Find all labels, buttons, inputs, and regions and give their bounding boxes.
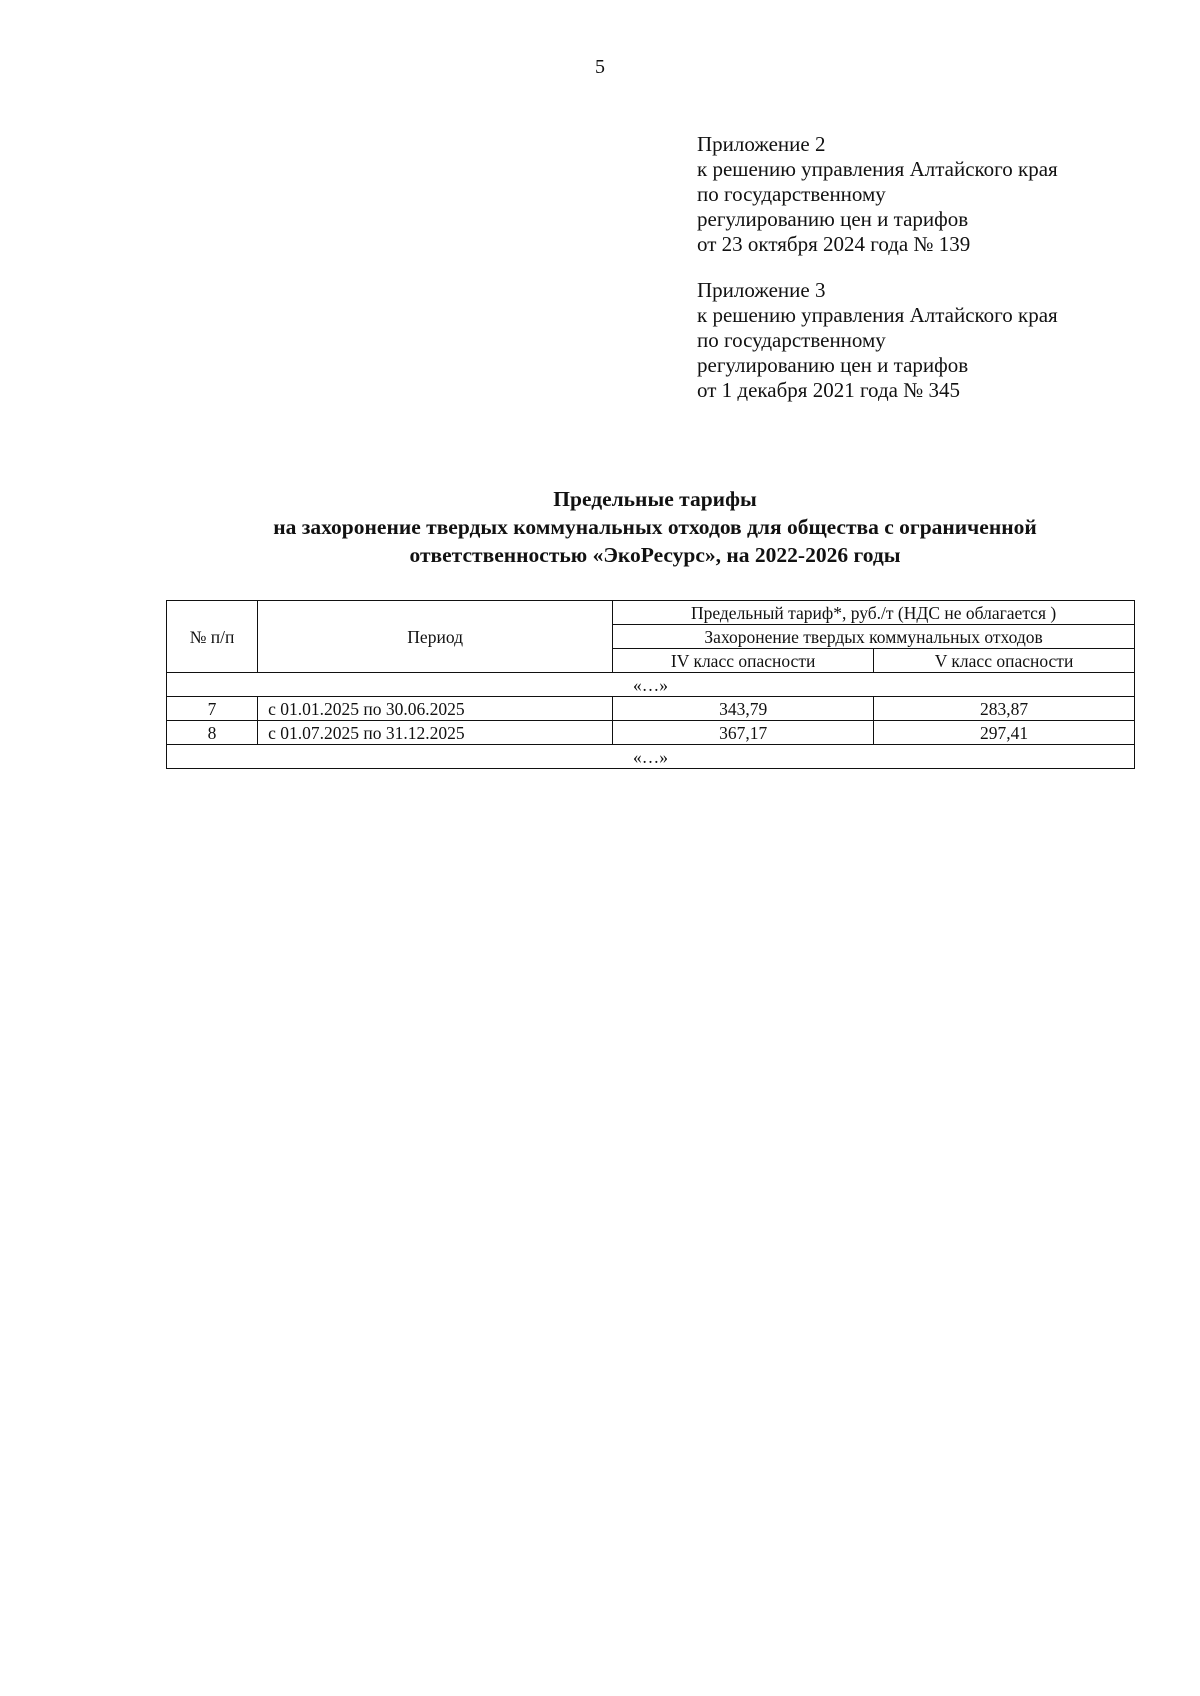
appendix-3-line: к решению управления Алтайского края xyxy=(697,303,1058,327)
header-tariff: Предельный тариф*, руб./т (НДС не облагается ) xyxy=(613,601,1135,625)
cell-class-v: 297,41 xyxy=(874,721,1135,745)
appendix-2-line: к решению управления Алтайского края xyxy=(697,157,1058,181)
table-ellipsis-row xyxy=(167,673,1135,697)
table-ellipsis-row xyxy=(167,745,1135,769)
cell-period: с 01.07.2025 по 31.12.2025 xyxy=(258,721,613,745)
title-line: на захоронение твердых коммунальных отходов для общества с ограниченной xyxy=(273,515,1037,539)
header-class-v: V класс опасности xyxy=(874,649,1135,673)
table-header-row xyxy=(167,601,1135,625)
title-line: Предельные тарифы xyxy=(553,487,757,511)
appendix-3-block xyxy=(697,278,1058,403)
header-service: Захоронение твердых коммунальных отходов xyxy=(613,625,1135,649)
ellipsis-cell: «…» xyxy=(167,673,1135,697)
appendix-3-line: по государственному xyxy=(697,328,886,352)
appendix-2-line: Приложение 2 xyxy=(697,132,826,156)
header-period: Период xyxy=(258,601,613,673)
page-number: 5 xyxy=(595,56,605,78)
cell-num: 7 xyxy=(167,697,258,721)
appendix-3-line: регулированию цен и тарифов xyxy=(697,353,969,377)
tariff-table xyxy=(166,600,1135,769)
appendix-2-block xyxy=(697,132,1058,257)
cell-class-iv: 343,79 xyxy=(613,697,874,721)
ellipsis-cell: «…» xyxy=(167,745,1135,769)
appendix-3-line: Приложение 3 xyxy=(697,278,826,302)
appendix-2-line: регулированию цен и тарифов xyxy=(697,207,969,231)
title-line: ответственностью «ЭкоРесурс», на 2022-2026 годы xyxy=(409,543,901,567)
document-title xyxy=(140,485,1170,569)
cell-class-iv: 367,17 xyxy=(613,721,874,745)
cell-period: с 01.01.2025 по 30.06.2025 xyxy=(258,697,613,721)
header-class-iv: IV класс опасности xyxy=(613,649,874,673)
cell-num: 8 xyxy=(167,721,258,745)
table-row xyxy=(167,721,1135,745)
table-row xyxy=(167,697,1135,721)
appendix-2-line: от 23 октября 2024 года № 139 xyxy=(697,232,971,256)
header-num: № п/п xyxy=(167,601,258,673)
cell-class-v: 283,87 xyxy=(874,697,1135,721)
appendix-2-line: по государственному xyxy=(697,182,886,206)
appendix-3-line: от 1 декабря 2021 года № 345 xyxy=(697,378,960,402)
